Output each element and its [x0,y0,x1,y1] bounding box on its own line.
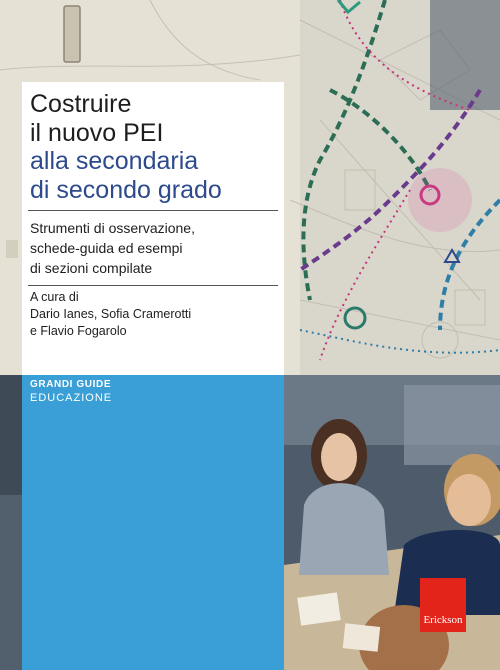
subtitle-line-1: Strumenti di osservazione, [30,220,195,236]
publisher-name: Erickson [423,614,463,626]
series-name: GRANDI GUIDE [30,379,112,390]
title-line-1: Costruire [30,90,132,118]
title-panel [22,82,284,375]
classroom-photo [284,375,500,670]
divider [28,210,278,211]
title-line-2: il nuovo PEI [30,119,164,147]
erickson-logo [420,578,466,632]
book-title-highlight [30,147,222,205]
curators-block [30,289,191,340]
title-highlight-line-2: di secondo grado [30,176,222,204]
classroom-photo-left [0,375,22,670]
book-title [30,90,163,148]
title-highlight-line-1: alla secondaria [30,147,199,175]
series-panel [22,375,284,670]
divider [28,285,278,286]
subtitle-line-2: schede-guida ed esempi [30,240,183,256]
curators-line-2: e Flavio Fogarolo [30,324,127,338]
curators-label: A cura di [30,290,79,304]
book-subtitle [30,218,195,278]
collection-name: EDUCAZIONE [30,392,113,404]
curators-line-1: Dario Ianes, Sofia Cramerotti [30,307,192,321]
subtitle-line-3: di sezioni compilate [30,260,153,276]
